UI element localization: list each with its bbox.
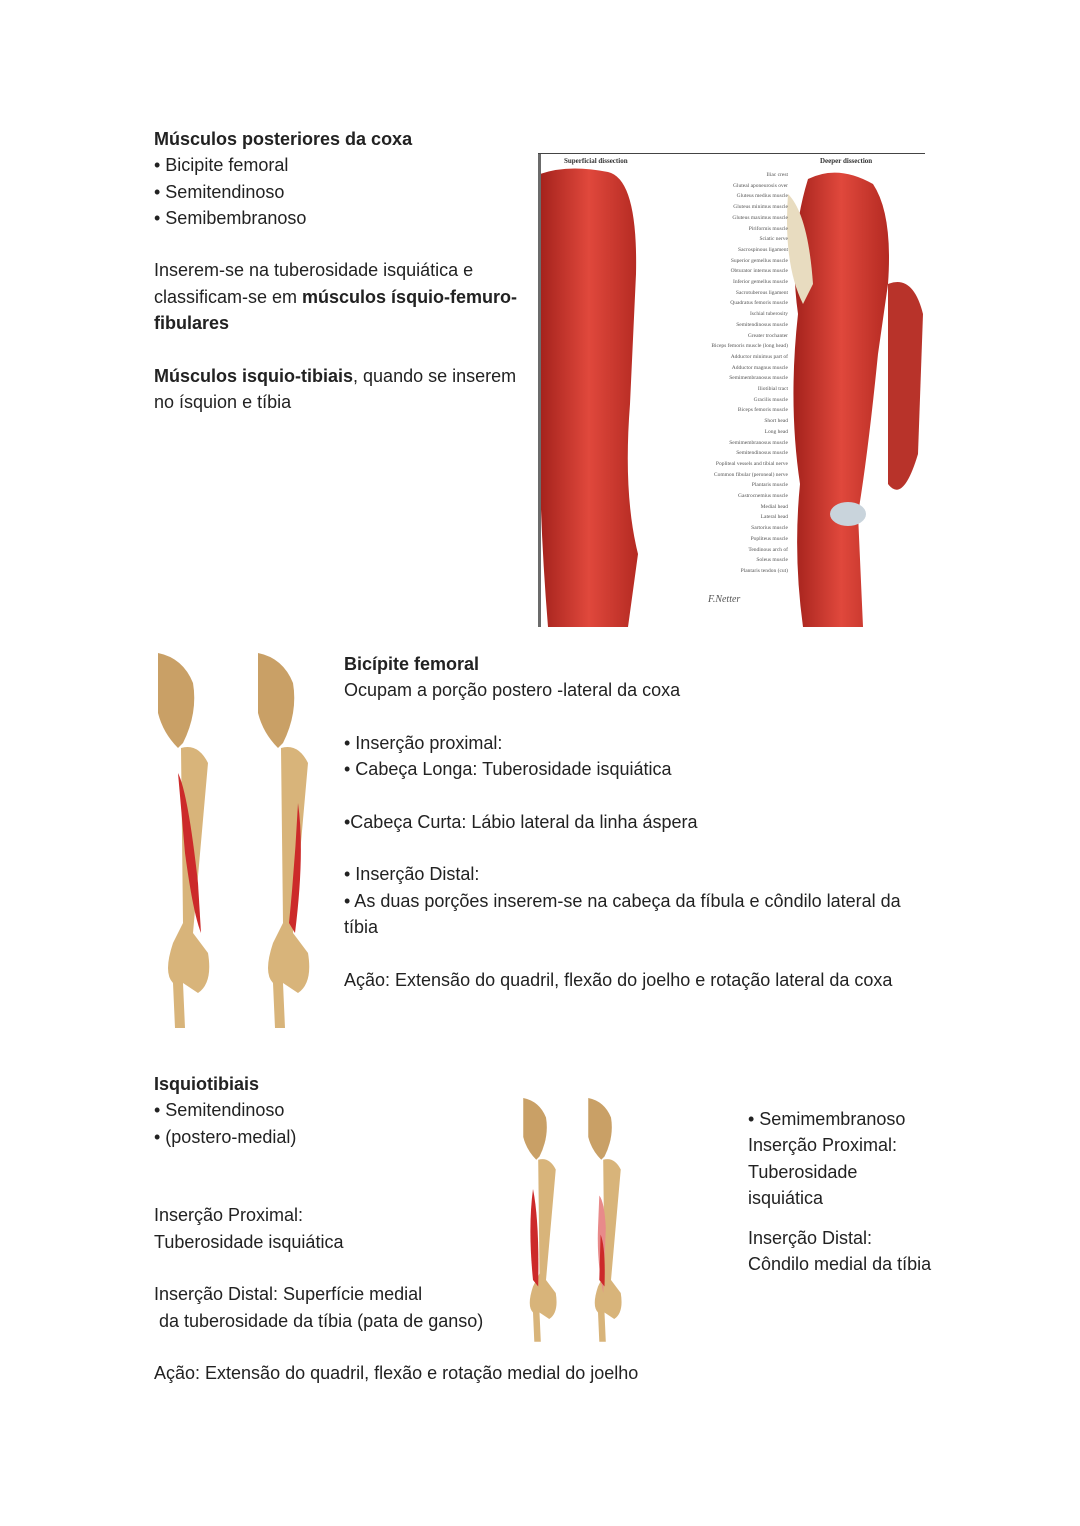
anatomy-label: Medial head xyxy=(760,503,788,510)
anatomy-label: Gluteus minimus muscle xyxy=(733,204,788,211)
list-item: • Semitendinoso xyxy=(154,181,285,202)
paragraph-line: isquiática xyxy=(748,1187,824,1208)
anatomy-label: Biceps femoris muscle (long head) xyxy=(711,343,788,350)
anatomy-label: Gluteus maximus muscle xyxy=(732,214,788,221)
anatomy-label: Sacrospinous ligament xyxy=(738,246,788,253)
paragraph-line: no ísquion e tíbia xyxy=(154,391,292,412)
list-item: • Semitendinoso xyxy=(154,1100,285,1121)
section-title: Bicípite femoral xyxy=(344,654,480,674)
paragraph-line xyxy=(344,940,901,966)
anatomy-label: Plantaris tendon (cut) xyxy=(740,567,788,574)
anatomy-label: Semimembranosus muscle xyxy=(729,439,788,446)
anatomy-label: Popliteal vessels and tibial nerve xyxy=(715,460,788,467)
anatomy-label: Greater trochanter xyxy=(747,332,788,339)
paragraph-line: tíbia xyxy=(344,916,379,937)
anatomy-label: Sciatic nerve xyxy=(759,236,788,243)
anatomy-label: Superior gemellus muscle xyxy=(730,257,788,264)
section-title: Isquiotibiais xyxy=(154,1074,260,1094)
anatomy-label: Ischial tuberosity xyxy=(749,311,788,318)
anatomy-label: Tendinous arch of xyxy=(748,546,788,553)
semitendinosus-semimembranosus-illustration xyxy=(520,1098,645,1343)
list-item: • Semibembranoso xyxy=(154,207,307,228)
paragraph-line: Tuberosidade isquiática xyxy=(154,1231,344,1252)
anatomy-label: Biceps femoris muscle xyxy=(737,407,788,414)
anatomy-label: Piriformis muscle xyxy=(748,225,788,232)
anatomy-label: Semimembranosus muscle xyxy=(729,375,788,382)
anatomy-label: Quadratus femoris muscle xyxy=(730,300,788,307)
section-biceps-femoris xyxy=(344,651,901,993)
superficial-dissection-heading: Superficial dissection xyxy=(564,157,628,165)
paragraph-line: Inserção Proximal: xyxy=(748,1135,898,1156)
list-item: • Semimembranoso xyxy=(748,1109,906,1129)
paragraph-line: Músculos isquio-tibiais, quando se inserem xyxy=(154,365,517,386)
section-title: Músculos posteriores da coxa xyxy=(154,129,413,149)
anatomy-label: Iliotibial tract xyxy=(757,386,788,392)
anatomy-label: Adductor magnus muscle xyxy=(731,364,788,371)
paragraph-line xyxy=(344,704,901,730)
paragraph-line: Côndilo medial da tíbia xyxy=(748,1254,932,1275)
anatomy-label: Common fibular (peroneal) nerve xyxy=(713,471,788,478)
paragraph-line xyxy=(344,835,901,861)
biceps-femoris-illustration xyxy=(153,653,323,1028)
paragraph-line: •Cabeça Curta: Lábio lateral da linha áspera xyxy=(344,811,698,832)
anatomy-label: Gracilis muscle xyxy=(753,396,788,403)
posterior-thigh-anatomy-image xyxy=(538,153,925,627)
paragraph-line xyxy=(344,782,901,808)
paragraph-line: Inserção Distal: xyxy=(748,1228,873,1249)
anatomy-label: Lateral head xyxy=(760,514,788,521)
anatomy-label: Soleus muscle xyxy=(756,557,788,564)
paragraph-line: Ação: Extensão do quadril, flexão do joelho e rotação lateral da coxa xyxy=(344,969,893,990)
anatomy-label: Gastrocnemius muscle xyxy=(738,493,788,499)
paragraph-line: Inserção Distal: Superfície medial xyxy=(154,1284,423,1305)
anatomy-label: Gluteal aponeurosis over xyxy=(733,182,788,189)
anatomy-label: Semitendinosus muscle xyxy=(736,450,788,457)
section-posterior-thigh xyxy=(154,126,517,415)
paragraph-line: • Inserção Distal: xyxy=(344,864,480,885)
anatomy-label: Sacrotuberous ligament xyxy=(735,289,788,296)
paragraph-line: Inserção Proximal: xyxy=(154,1205,304,1226)
paragraph-line: classificam-se em músculos ísquio-femuro- xyxy=(154,286,518,307)
paragraph-line: Ação: Extensão do quadril, flexão e rotação medial do joelho xyxy=(154,1363,639,1384)
deeper-dissection-heading: Deeper dissection xyxy=(820,157,873,165)
paragraph-line: • As duas porções inserem-se na cabeça da fíbula e côndilo lateral da xyxy=(344,890,901,911)
anatomy-label: Iliac crest xyxy=(766,172,788,178)
anatomy-label: Obturator internus muscle xyxy=(730,268,788,275)
paragraph-line: da tuberosidade da tíbia (pata de ganso) xyxy=(154,1310,484,1331)
paragraph-line: • Cabeça Longa: Tuberosidade isquiática xyxy=(344,759,672,780)
anatomy-label: Plantaris muscle xyxy=(751,482,788,489)
paragraph-line: Tuberosidade xyxy=(748,1161,858,1182)
anatomy-label: Short head xyxy=(764,418,788,425)
anatomy-label: Inferior gemellus muscle xyxy=(733,279,788,285)
paragraph-line: Ocupam a porção postero -lateral da coxa xyxy=(344,680,681,701)
anatomy-label: Semitendinosus muscle xyxy=(736,321,788,328)
list-item: • Bicipite femoral xyxy=(154,155,289,176)
paragraph-line: • Inserção proximal: xyxy=(344,732,503,753)
artist-signature: F.Netter xyxy=(708,594,741,605)
anatomy-label: Sartorius muscle xyxy=(751,525,788,532)
paragraph-bold: fibulares xyxy=(154,313,230,334)
anatomy-label: Long head xyxy=(764,428,788,435)
semimembranosus-notes xyxy=(748,1106,931,1278)
anatomy-label: Adductor minimus part of xyxy=(730,353,788,360)
list-item: • (postero-medial) xyxy=(154,1126,297,1147)
paragraph-line: Inserem-se na tuberosidade isquiática e xyxy=(154,260,474,281)
anatomy-label: Popliteus muscle xyxy=(750,535,788,542)
anatomy-label: Gluteus medius muscle xyxy=(736,193,788,200)
